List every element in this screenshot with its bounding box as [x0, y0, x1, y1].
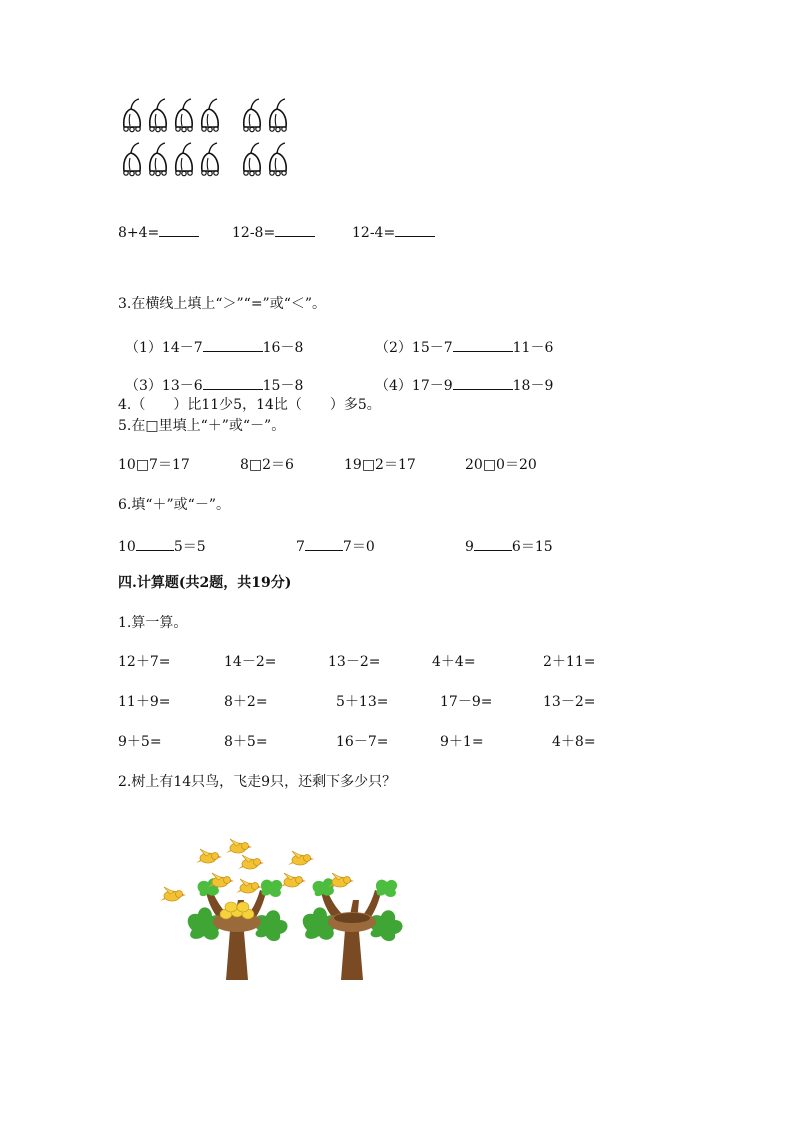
answer-blank[interactable]	[395, 222, 435, 237]
q5-item-4: 20□0＝20	[465, 457, 537, 473]
q5-title: 5.在□里填上“＋”或“－”。	[118, 418, 286, 434]
q3-item-1: （1）14－7 16－8	[125, 337, 303, 357]
q6-item-3: 9 6＝15	[465, 536, 553, 556]
q6-item-2: 7 7＝0	[296, 536, 375, 556]
ex2-item-2: 12-8=	[232, 222, 315, 242]
calc-item: 14－2=	[224, 654, 277, 670]
ex2-item-3: 12-4=	[352, 222, 435, 242]
fruit-row-2	[124, 143, 286, 176]
calc-item: 5＋13=	[336, 694, 389, 710]
fruit-row-1	[124, 99, 286, 132]
calc-item: 9＋1=	[440, 734, 484, 750]
calc-item: 4＋4=	[432, 654, 476, 670]
compare-blank[interactable]	[453, 375, 513, 390]
compare-blank[interactable]	[203, 375, 263, 390]
compare-blank[interactable]	[453, 337, 513, 352]
compare-blank[interactable]	[203, 337, 263, 352]
calc-item: 2＋11=	[543, 654, 596, 670]
q5-item-2: 8□2＝6	[240, 457, 294, 473]
calc-item: 8＋2=	[224, 694, 268, 710]
calc-item: 11＋9=	[118, 694, 171, 710]
calc-item: 4＋8=	[552, 734, 596, 750]
q6-title: 6.填“＋”或“－”。	[118, 497, 230, 513]
calc-item: 17－9=	[440, 694, 493, 710]
calc-item: 13－2=	[543, 694, 596, 710]
calc-item: 16－7=	[336, 734, 389, 750]
q6-item-1: 10 5＝5	[118, 536, 206, 556]
q3-item-4: （4）17－9 18－9	[375, 375, 553, 395]
q3-item-3: （3）13－6 15－8	[125, 375, 303, 395]
sign-blank[interactable]	[474, 536, 512, 551]
ex2-item-1: 8+4=	[118, 222, 199, 242]
answer-blank[interactable]	[275, 222, 315, 237]
section-title: 四.计算题(共2题，共19分)	[118, 575, 292, 591]
q3-item-2: （2）15－7 11－6	[375, 337, 553, 357]
sign-blank[interactable]	[136, 536, 174, 551]
trees-birds-illustration	[158, 830, 418, 980]
calc-item: 13－2=	[328, 654, 381, 670]
fruit-picture-group	[115, 95, 315, 185]
calc-item: 9＋5=	[118, 734, 162, 750]
calc-title: 1.算一算。	[118, 615, 188, 631]
q5-item-1: 10□7＝17	[118, 457, 190, 473]
calc-item: 12＋7=	[118, 654, 171, 670]
q5-item-3: 19□2＝17	[344, 457, 416, 473]
q3-title: 3.在横线上填上“＞”“=”或“＜”。	[118, 296, 327, 312]
answer-blank[interactable]	[159, 222, 199, 237]
calc-item: 8＋5=	[224, 734, 268, 750]
sign-blank[interactable]	[305, 536, 343, 551]
q4-text: 4.（ ）比11少5，14比（ ）多5。	[118, 397, 381, 413]
word-problem-text: 2.树上有14只鸟，飞走9只，还剩下多少只？	[118, 774, 397, 790]
